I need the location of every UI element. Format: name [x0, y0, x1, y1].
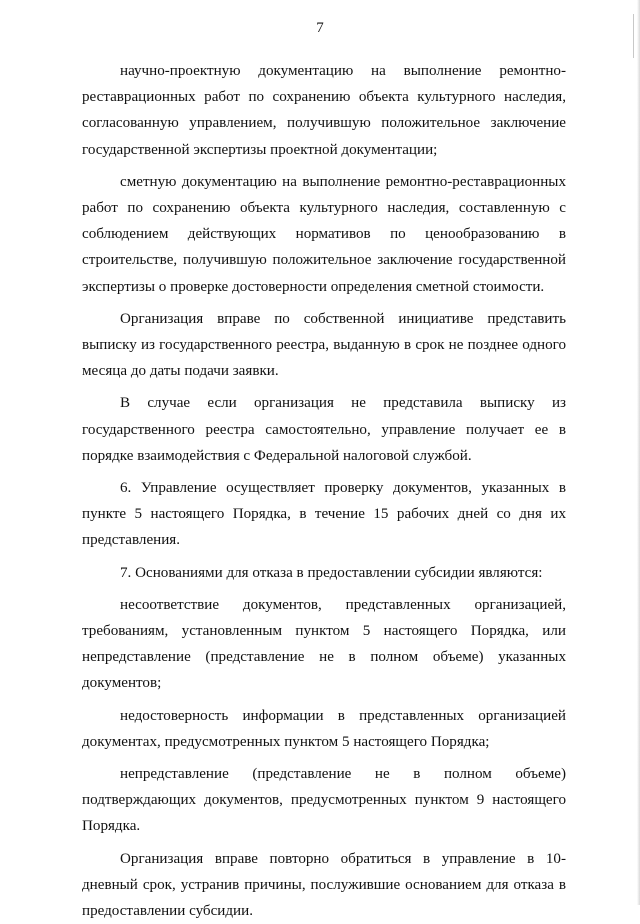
paragraph-refusal-reason-3: непредставление (представление не в полном объеме) подтверждающих документов, предусмотренных пунктом 9 настоящего Порядка.: [82, 766, 566, 835]
paragraph-registry-extract: Организация вправе по собственной инициативе представить выписку из государственного реестра, выданную в срок не позднее одного месяца до даты подачи заявки.: [82, 310, 566, 380]
paragraph-reapply: Организация вправе повторно обратиться в управление в 10-дневный срок, устранив причины, послужившие основанием для отказа в предоставлении субсидии.: [82, 850, 566, 920]
paragraph-estimate-docs: сметную документацию на выполнение ремонтно-реставрационных работ по сохранению объекта культурного наследия, составленную с соблюдением действующих нормативов по ценообразованию в строительстве, получившую положительное заключение государственной экспертизы о проверке достоверности определения сметной стоимости.: [82, 173, 566, 295]
paragraph-refusal-reason-2: недостоверность информации в представленных организацией документах, предусмотренных пунктом 5 настоящего Порядка;: [82, 707, 566, 750]
paragraph-item-6: 6. Управление осуществляет проверку документов, указанных в пункте 5 настоящего Порядка, в течение 15 рабочих дней со дня их представления.: [82, 480, 566, 549]
paragraph-tax-service-interaction: В случае если организация не представила выписку из государственного реестра самостоятельно, управление получает ее в порядке взаимодействия с Федеральной налоговой службой.: [82, 395, 566, 464]
document-body: [82, 58, 566, 924]
paragraph-scientific-design-docs: научно-проектную документацию на выполнение ремонтно-реставрационных работ по сохранению объекта культурного наследия, согласованную управлением, получившую положительное заключение государственной экспертизы проектной документации;: [82, 63, 566, 158]
paragraph-refusal-reason-1: несоответствие документов, представленных организацией, требованиям, установленным пунктом 5 настоящего Порядка, или непредставление (представление не в полном объеме) указанных документов;: [82, 596, 566, 692]
paragraph-item-7: 7. Основаниями для отказа в предоставлении субсидии являются:: [120, 564, 543, 581]
page-number: 7: [316, 20, 324, 36]
